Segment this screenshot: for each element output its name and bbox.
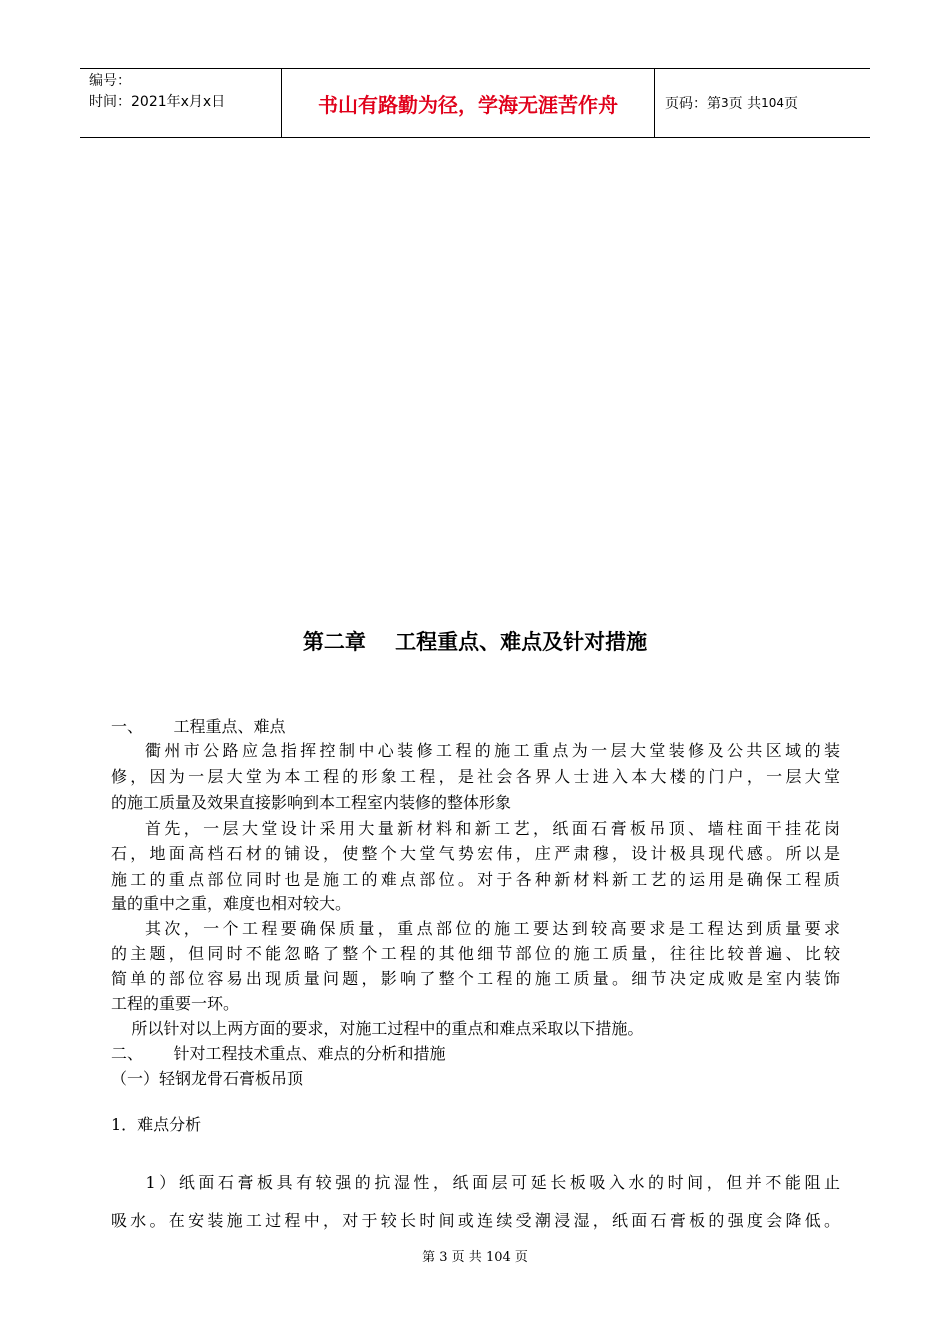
page-header — [80, 68, 870, 138]
page-code-total: 104 — [761, 96, 784, 110]
chapter-title: 第二章 工程重点、难点及针对措施 — [302, 630, 648, 654]
paragraph-3-line-1: 其次，一个工程要确保质量，重点部位的施工要达到较高要求是工程达到质量要求 — [111, 919, 840, 938]
header-motto: 书山有路勤为径，学海无涯苦作舟 — [282, 69, 655, 137]
page-code-middle: 页 共 — [728, 96, 762, 112]
footer-prefix: 第 — [422, 1250, 436, 1265]
section-heading-1: 一、 工程重点、难点 — [111, 717, 286, 736]
section-heading-2: 二、 针对工程技术重点、难点的分析和措施 — [111, 1044, 446, 1063]
footer-suffix: 页 — [514, 1250, 528, 1265]
header-page-code — [655, 69, 870, 137]
footer-total-pages: 104 — [485, 1250, 511, 1265]
page-code-prefix: 页码：第 — [665, 96, 721, 112]
paragraph-5-line-2: 吸水。在安装施工过程中，对于较长时间或连续受潮浸湿，纸面石膏板的强度会降低。 — [111, 1211, 840, 1230]
header-meta — [80, 69, 282, 137]
paragraph-4: 所以针对以上两方面的要求，对施工过程中的重点和难点采取以下措施。 — [111, 1019, 644, 1038]
paragraph-2-line-3: 施工的重点部位同时也是施工的难点部位。对于各种新材料新工艺的运用是确保工程质 — [111, 870, 840, 889]
subsection-heading: （一）轻钢龙骨石膏板吊顶 — [111, 1069, 304, 1088]
paragraph-3-line-2: 的主题，但同时不能忽略了整个工程的其他细节部位的施工质量，往往比较普遍、比较 — [111, 944, 840, 963]
paragraph-2-line-2: 石，地面高档石材的铺设，使整个大堂气势宏伟，庄严肃穆，设计极具现代感。所以是 — [111, 844, 840, 863]
document-number-label: 编号： — [89, 73, 131, 89]
document-time-label: 时间：2021年x月x日 — [89, 94, 226, 110]
paragraph-2-line-1: 首先，一层大堂设计采用大量新材料和新工艺，纸面石膏板吊顶、墙柱面干挂花岗 — [111, 819, 840, 838]
paragraph-1-line-1: 衢州市公路应急指挥控制中心装修工程的施工重点为一层大堂装修及公共区域的装 — [111, 741, 840, 760]
footer-middle: 页 共 — [451, 1250, 482, 1265]
page-footer — [0, 1246, 950, 1265]
page-code-suffix: 页 — [784, 96, 798, 112]
paragraph-5-line-1: 1）纸面石膏板具有较强的抗湿性，纸面层可延长板吸入水的时间，但并不能阻止 — [111, 1173, 840, 1192]
item-heading: 1．难点分析 — [111, 1115, 202, 1134]
paragraph-3-line-3: 简单的部位容易出现质量问题，影响了整个工程的施工质量。细节决定成败是室内装饰 — [111, 969, 840, 988]
paragraph-1-line-2: 修，因为一层大堂为本工程的形象工程，是社会各界人士进入本大楼的门户，一层大堂 — [111, 767, 840, 786]
footer-current-page: 3 — [439, 1250, 448, 1265]
paragraph-3-line-4: 工程的重要一环。 — [111, 994, 240, 1013]
page-code-current: 3 — [721, 96, 729, 110]
paragraph-2-line-4: 量的重中之重，难度也相对较大。 — [111, 894, 352, 913]
paragraph-1-line-3: 的施工质量及效果直接影响到本工程室内装修的整体形象 — [111, 793, 512, 812]
